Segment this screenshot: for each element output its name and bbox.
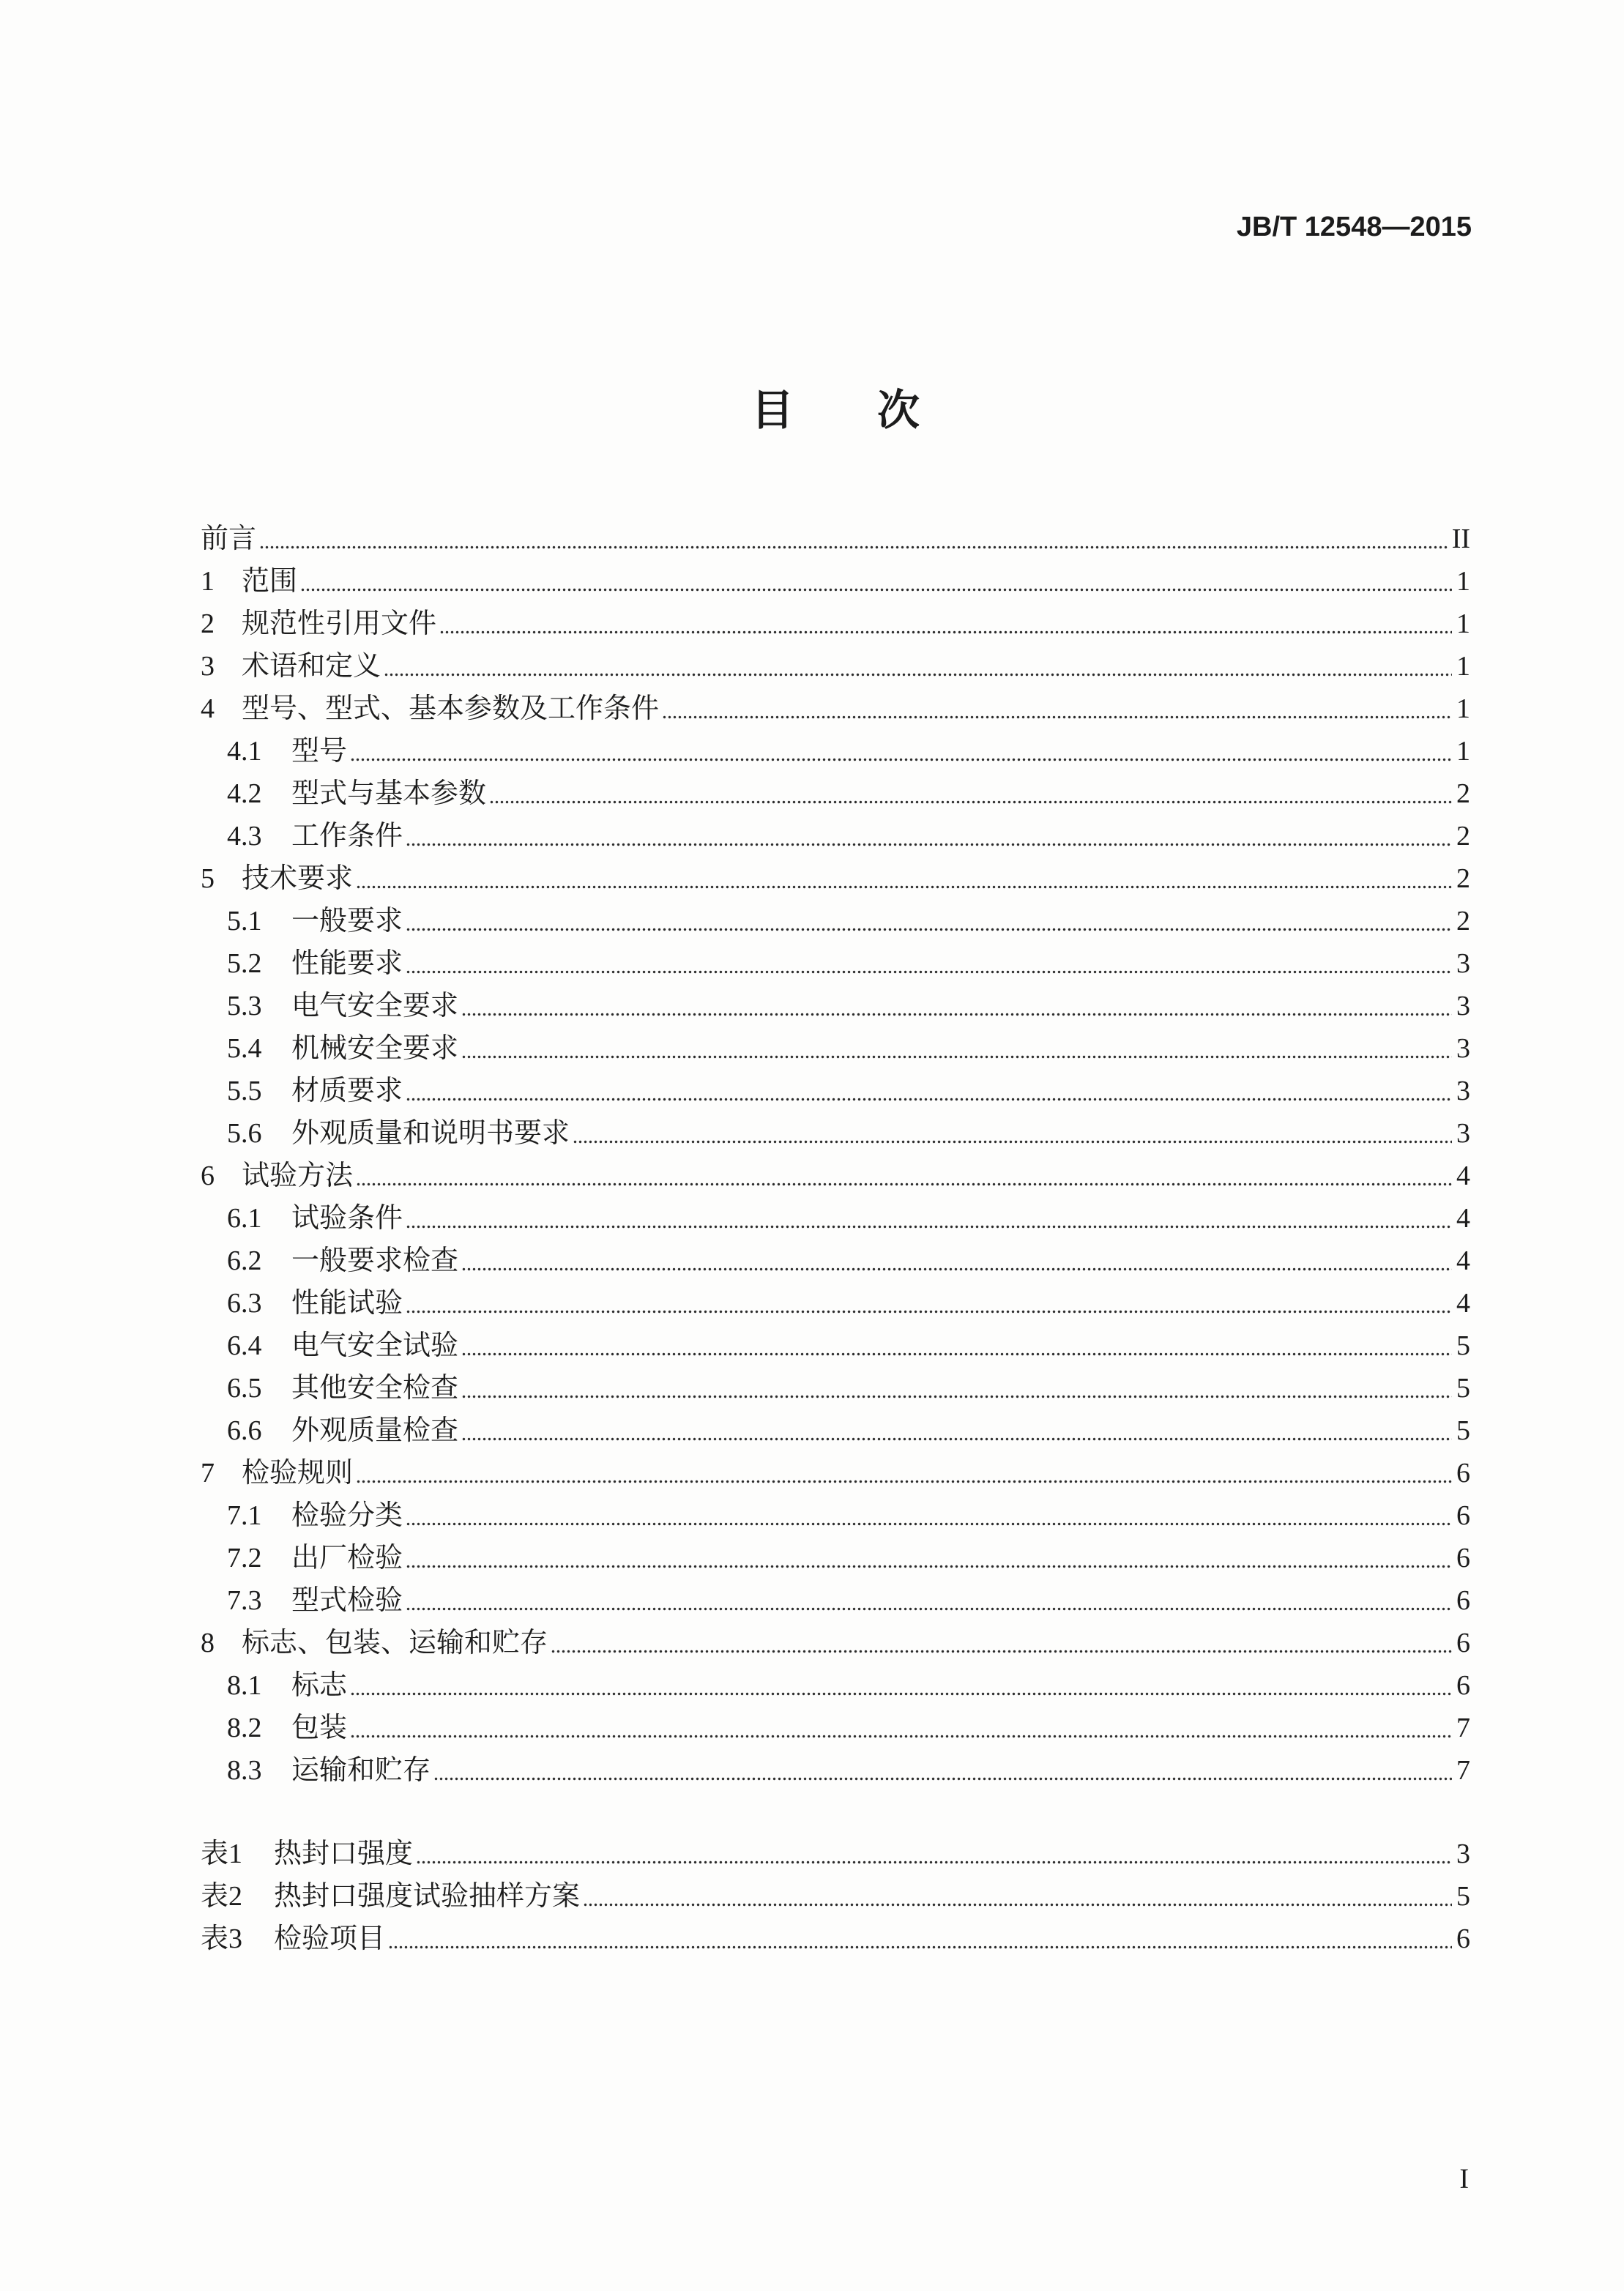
toc-subentry [201,1409,1470,1452]
toc-entry [201,1155,1470,1197]
toc-subentry [201,985,1470,1027]
toc-entry-page: 1 [1456,693,1470,724]
toc-entry-number: 5 [201,863,215,894]
page-title: 目次 [751,385,1004,435]
toc-entry-number: 8 [201,1628,215,1658]
dot-leader [461,1367,1452,1409]
dot-leader [300,560,1452,603]
toc-entry-number: 6.5 [227,1373,262,1404]
toc-entry-title: 试验方法 [242,1161,354,1191]
toc-subentry [201,1070,1470,1112]
toc-entry-number: 6.1 [227,1203,262,1234]
toc-entry-number: 4.1 [227,736,262,767]
dot-leader [573,1112,1452,1155]
toc-entry-title: 材质要求 [291,1076,403,1106]
toc-entry-number: 4.2 [227,778,262,809]
toc-entry-number: 6.4 [227,1330,262,1361]
toc-entry-title: 标志 [291,1670,348,1701]
dot-leader [406,1282,1452,1325]
toc-entry [201,1622,1470,1664]
toc-entry-title: 机械安全要求 [291,1033,459,1064]
dot-leader [439,603,1452,645]
toc-entry-page: 6 [1456,1670,1470,1701]
toc-entry-title: 型号 [291,736,348,767]
toc-entry-title: 检验规则 [242,1458,354,1489]
toc-entry-page: 1 [1456,608,1470,639]
table-entry-number: 表3 [201,1923,243,1954]
toc-entry-number: 6.3 [227,1288,262,1319]
table-entry-number: 表2 [201,1881,243,1912]
toc-entry-number: 5.3 [227,991,262,1021]
toc-entry-number: 7 [201,1458,215,1489]
toc-entry [201,1452,1470,1494]
toc-subentry [201,730,1470,772]
toc-subentry [201,1112,1470,1155]
toc-entry-page: 2 [1456,906,1470,936]
toc-entry-page: 7 [1456,1713,1470,1743]
table-entry-title: 热封口强度试验抽样方案 [274,1881,581,1912]
dot-leader [551,1622,1452,1664]
toc-entry-page: 4 [1456,1161,1470,1191]
table-entry [201,1875,1470,1918]
toc-entry-page: II [1451,524,1470,554]
toc-entry-title: 电气安全试验 [291,1330,459,1361]
toc-entry-title: 试验条件 [291,1203,403,1234]
toc-entry-title: 包装 [291,1713,348,1743]
list-of-tables [201,1833,1470,1960]
toc-subentry [201,1282,1470,1325]
toc-entry-number: 5.1 [227,906,262,936]
dot-leader [461,1240,1452,1282]
toc-entry-page: 2 [1456,863,1470,894]
toc-subentry [201,1367,1470,1409]
toc-subentry [201,1240,1470,1282]
toc-entry-title: 标志、包装、运输和贮存 [242,1628,548,1658]
toc-entry-title: 一般要求 [291,906,403,936]
dot-leader [461,1027,1452,1070]
toc-entry-title: 运输和贮存 [291,1755,431,1786]
toc-entry [201,560,1470,603]
toc-entry [201,688,1470,730]
table-entry-page: 5 [1456,1881,1470,1912]
toc-subentry [201,942,1470,985]
toc-subentry [201,1494,1470,1537]
page-number: I [1459,2164,1469,2194]
toc-entry-title: 性能要求 [291,948,403,979]
table-entry-page: 3 [1456,1839,1470,1869]
toc-subentry [201,1027,1470,1070]
dot-leader [259,518,1448,560]
toc-entry-number: 8.2 [227,1713,262,1743]
toc-entry-title: 技术要求 [242,863,354,894]
toc-entry-number: 5.4 [227,1033,262,1064]
dot-leader [356,857,1452,900]
dot-leader [406,1070,1452,1112]
toc-entry-number: 5.2 [227,948,262,979]
dot-leader [461,985,1452,1027]
toc-entry-number: 6.2 [227,1245,262,1276]
standard-number: JB/T 12548—2015 [1236,212,1472,242]
dot-leader [356,1155,1452,1197]
toc-entry-title: 性能试验 [291,1288,403,1319]
dot-leader [356,1452,1452,1494]
toc-subentry [201,772,1470,815]
toc-subentry [201,900,1470,942]
toc-subentry [201,1749,1470,1792]
toc-entry-page: 3 [1456,1033,1470,1064]
toc-entry-number: 7.2 [227,1543,262,1573]
toc-entry-page: 2 [1456,821,1470,852]
dot-leader [406,942,1452,985]
dot-leader [350,1707,1452,1749]
toc-entry-title: 外观质量和说明书要求 [291,1118,570,1149]
toc-entry-page: 1 [1456,566,1470,597]
toc-entry-title: 外观质量检查 [291,1415,459,1446]
toc-entry-foreword [201,518,1470,560]
toc-entry-page: 4 [1456,1288,1470,1319]
toc-entry-page: 6 [1456,1543,1470,1573]
toc-entry-title: 电气安全要求 [291,991,459,1021]
dot-leader [662,688,1452,730]
toc-entry-number: 2 [201,608,215,639]
toc-entry-page: 5 [1456,1373,1470,1404]
toc-entry [201,603,1470,645]
toc-entry-page: 1 [1456,736,1470,767]
dot-leader [388,1918,1452,1960]
toc-entry-title: 型号、型式、基本参数及工作条件 [242,693,660,724]
toc-entry-number: 1 [201,566,215,597]
toc-entry-number: 3 [201,651,215,682]
toc-entry-page: 3 [1456,948,1470,979]
dot-leader [406,1579,1452,1622]
toc-entry-page: 3 [1456,1076,1470,1106]
toc-entry-number: 8.1 [227,1670,262,1701]
dot-leader [416,1833,1452,1875]
toc-entry-page: 3 [1456,1118,1470,1149]
toc-entry-title: 前言 [201,524,257,554]
toc-subentry [201,1579,1470,1622]
dot-leader [406,1494,1452,1537]
toc-entry-number: 4 [201,693,215,724]
toc-subentry [201,1707,1470,1749]
toc-entry-number: 7.1 [227,1500,262,1531]
dot-leader [433,1749,1452,1792]
dot-leader [461,1409,1452,1452]
table-entry-page: 6 [1456,1923,1470,1954]
table-entry [201,1833,1470,1875]
toc-entry-title: 型式与基本参数 [291,778,487,809]
dot-leader [461,1325,1452,1367]
toc-entry-page: 5 [1456,1415,1470,1446]
toc-entry-page: 5 [1456,1330,1470,1361]
toc-subentry [201,815,1470,857]
toc-entry-title: 型式检验 [291,1585,403,1616]
toc-entry-title: 范围 [242,566,298,597]
toc-entry-number: 6.6 [227,1415,262,1446]
dot-leader [489,772,1452,815]
dot-leader [350,730,1452,772]
toc-entry-page: 2 [1456,778,1470,809]
toc-entry-page: 4 [1456,1245,1470,1276]
toc-subentry [201,1325,1470,1367]
toc-entry-title: 规范性引用文件 [242,608,437,639]
toc-entry-page: 6 [1456,1628,1470,1658]
dot-leader [384,645,1452,688]
toc-entry-title: 工作条件 [291,821,403,852]
dot-leader [350,1664,1452,1707]
toc-entry-number: 6 [201,1161,215,1191]
table-entry-number: 表1 [201,1839,243,1869]
dot-leader [406,815,1452,857]
table-entry-title: 热封口强度 [274,1839,414,1869]
dot-leader [583,1875,1452,1918]
toc-entry-title: 其他安全检查 [291,1373,459,1404]
toc-entry-title: 一般要求检查 [291,1245,459,1276]
toc-subentry [201,1664,1470,1707]
toc-entry-page: 6 [1456,1500,1470,1531]
table-entry-title: 检验项目 [274,1923,386,1954]
dot-leader [406,1197,1452,1240]
toc-entry-page: 6 [1456,1458,1470,1489]
toc-subentry [201,1537,1470,1579]
toc-entry-title: 术语和定义 [242,651,381,682]
table-entry [201,1918,1470,1960]
table-of-contents [201,518,1470,1792]
toc-entry-page: 3 [1456,991,1470,1021]
toc-entry [201,645,1470,688]
toc-subentry [201,1197,1470,1240]
toc-entry-title: 检验分类 [291,1500,403,1531]
toc-entry-number: 8.3 [227,1755,262,1786]
toc-entry-number: 4.3 [227,821,262,852]
toc-entry-number: 7.3 [227,1585,262,1616]
toc-entry-page: 7 [1456,1755,1470,1786]
dot-leader [406,1537,1452,1579]
toc-entry-title: 出厂检验 [291,1543,403,1573]
toc-entry-number: 5.6 [227,1118,262,1149]
toc-entry [201,857,1470,900]
toc-entry-page: 6 [1456,1585,1470,1616]
dot-leader [406,900,1452,942]
toc-entry-page: 1 [1456,651,1470,682]
toc-entry-number: 5.5 [227,1076,262,1106]
toc-entry-page: 4 [1456,1203,1470,1234]
